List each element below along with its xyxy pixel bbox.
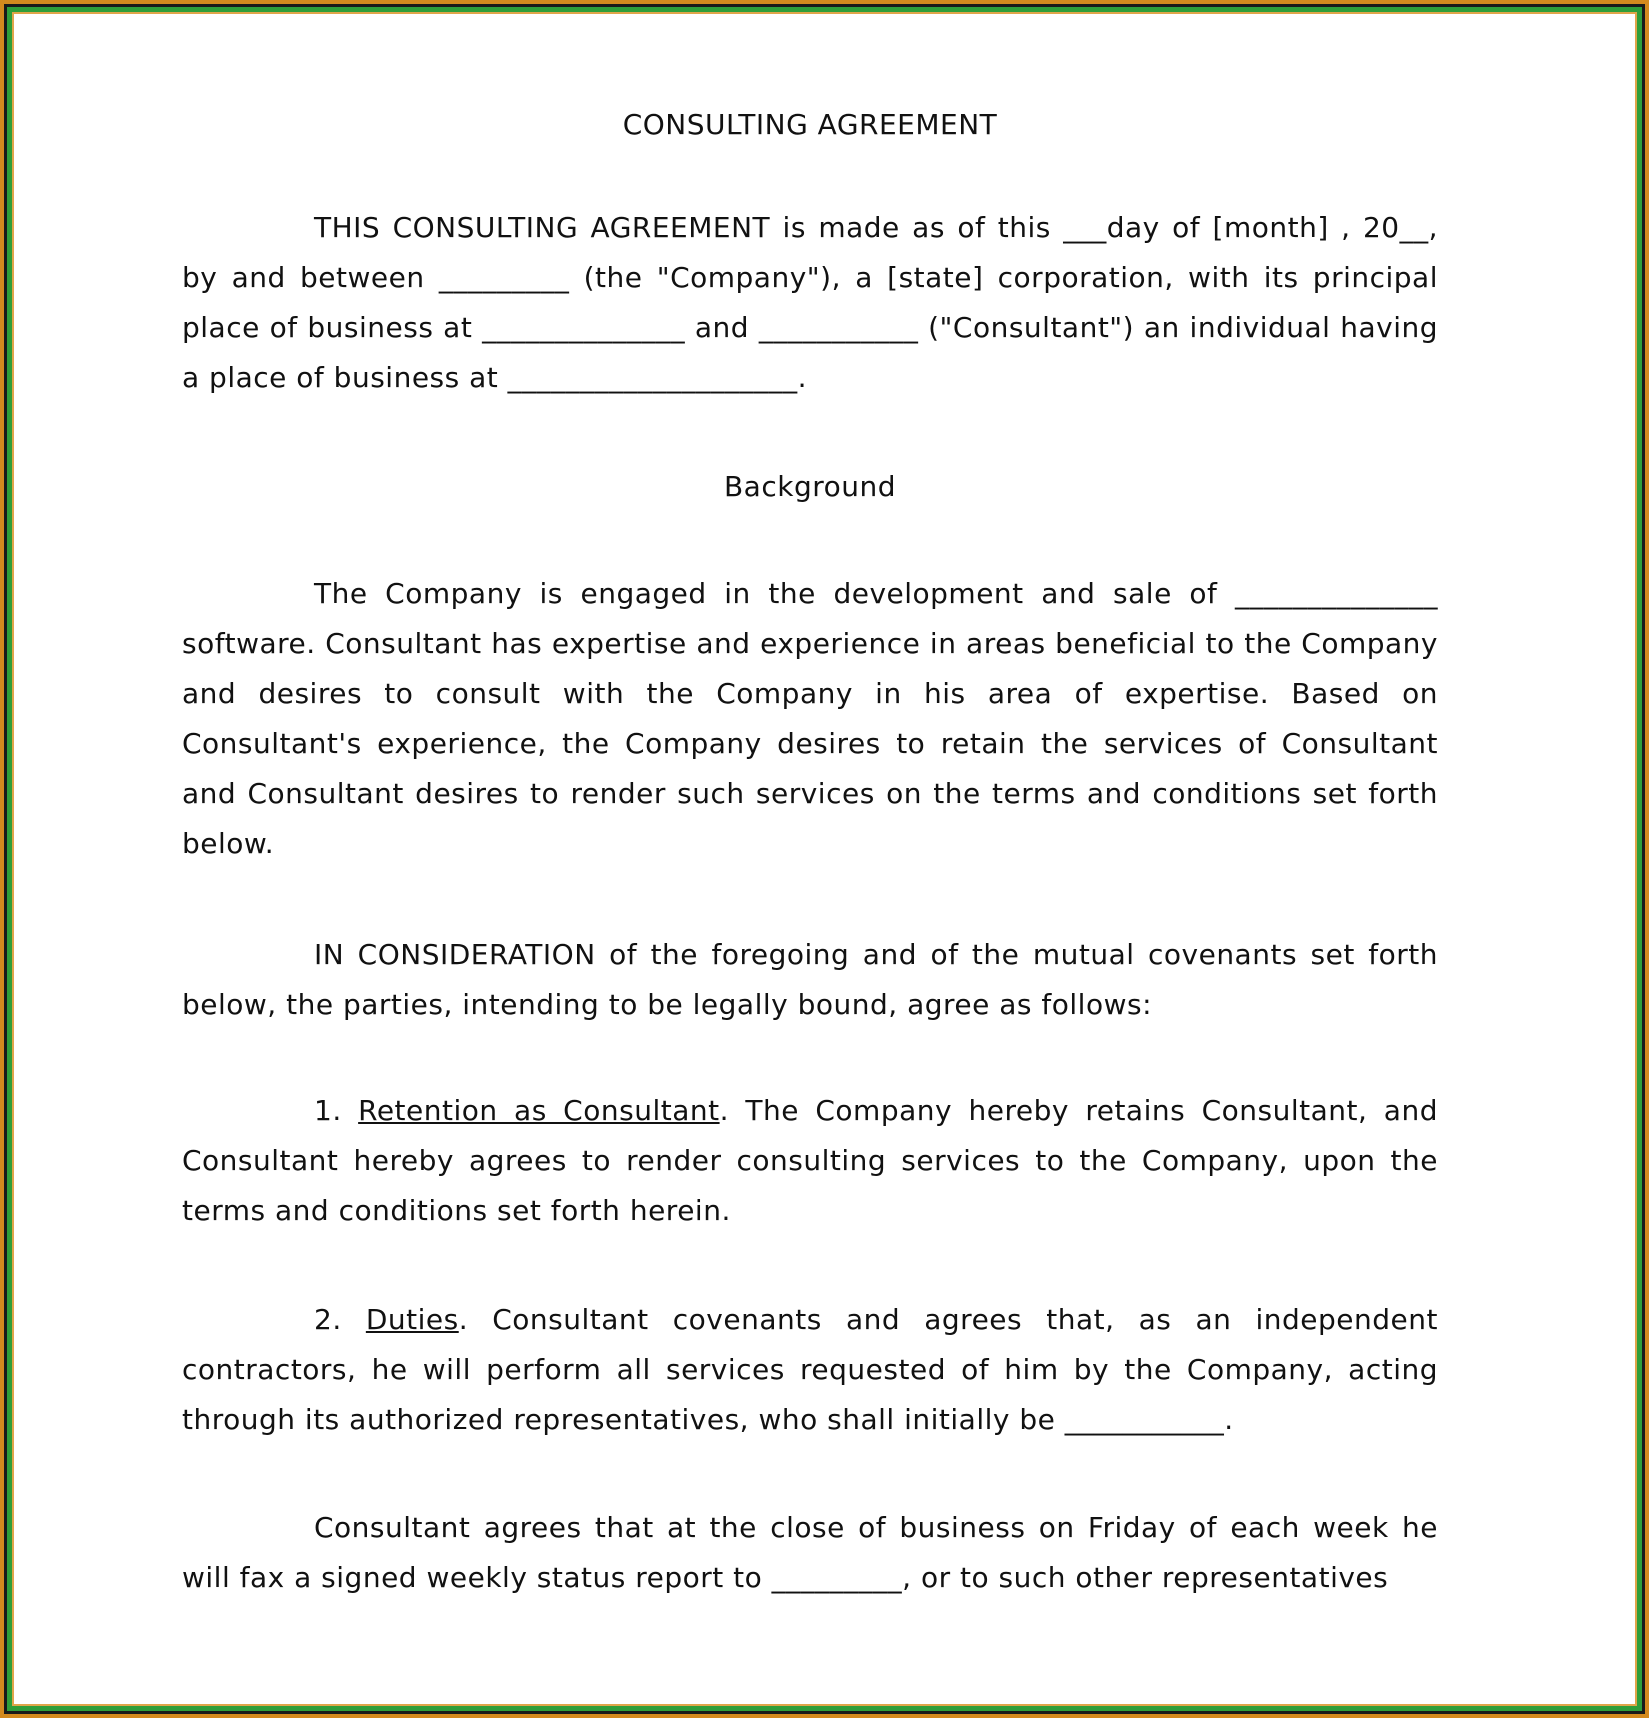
section-2-paragraph <box>182 1295 1438 1445</box>
section-2-number: 2. <box>314 1303 342 1336</box>
weekly-report-paragraph: Consultant agrees that at the close of business on Friday of each week he will fax a signed weekly status report to _________, or to such other representatives <box>182 1511 1438 1594</box>
section-2-heading: Duties <box>365 1303 459 1336</box>
intro-paragraph: THIS CONSULTING AGREEMENT is made as of this ___day of [month] , 20__, by and between _________ (the "Company"), a [state] corporation, with its principal place of business at ______________ and ___________ ("Consultant") an individual having a place of business at ____________________. <box>182 211 1438 394</box>
consideration-paragraph: IN CONSIDERATION of the foregoing and of the mutual covenants set forth below, the parties, intending to be legally bound, agree as follows: <box>182 938 1438 1021</box>
background-paragraph: The Company is engaged in the development and sale of ______________ software. Consultant has expertise and experience in areas beneficial to the Company and desires to consult with the Company in his area of expertise. Based on Consultant's experience, the Company desires to retain the services of Consultant and Consultant desires to render such services on the terms and conditions set forth below. <box>182 577 1438 860</box>
document-title: CONSULTING AGREEMENT <box>622 108 998 141</box>
section-1-paragraph <box>182 1086 1438 1236</box>
background-heading: Background <box>723 470 897 503</box>
section-1-heading: Retention as Consultant <box>358 1094 720 1127</box>
section-2-text: . Consultant covenants and agrees that, as an independent contractors, he will perform all services requested of him by the Company, acting through its authorized representatives, who shall initially be ___________. <box>182 1303 1438 1436</box>
section-1-text: . The Company hereby retains Consultant, and Consultant hereby agrees to render consulting services to the Company, upon the terms and conditions set forth herein. <box>182 1094 1438 1227</box>
section-1-number: 1. <box>314 1094 342 1127</box>
